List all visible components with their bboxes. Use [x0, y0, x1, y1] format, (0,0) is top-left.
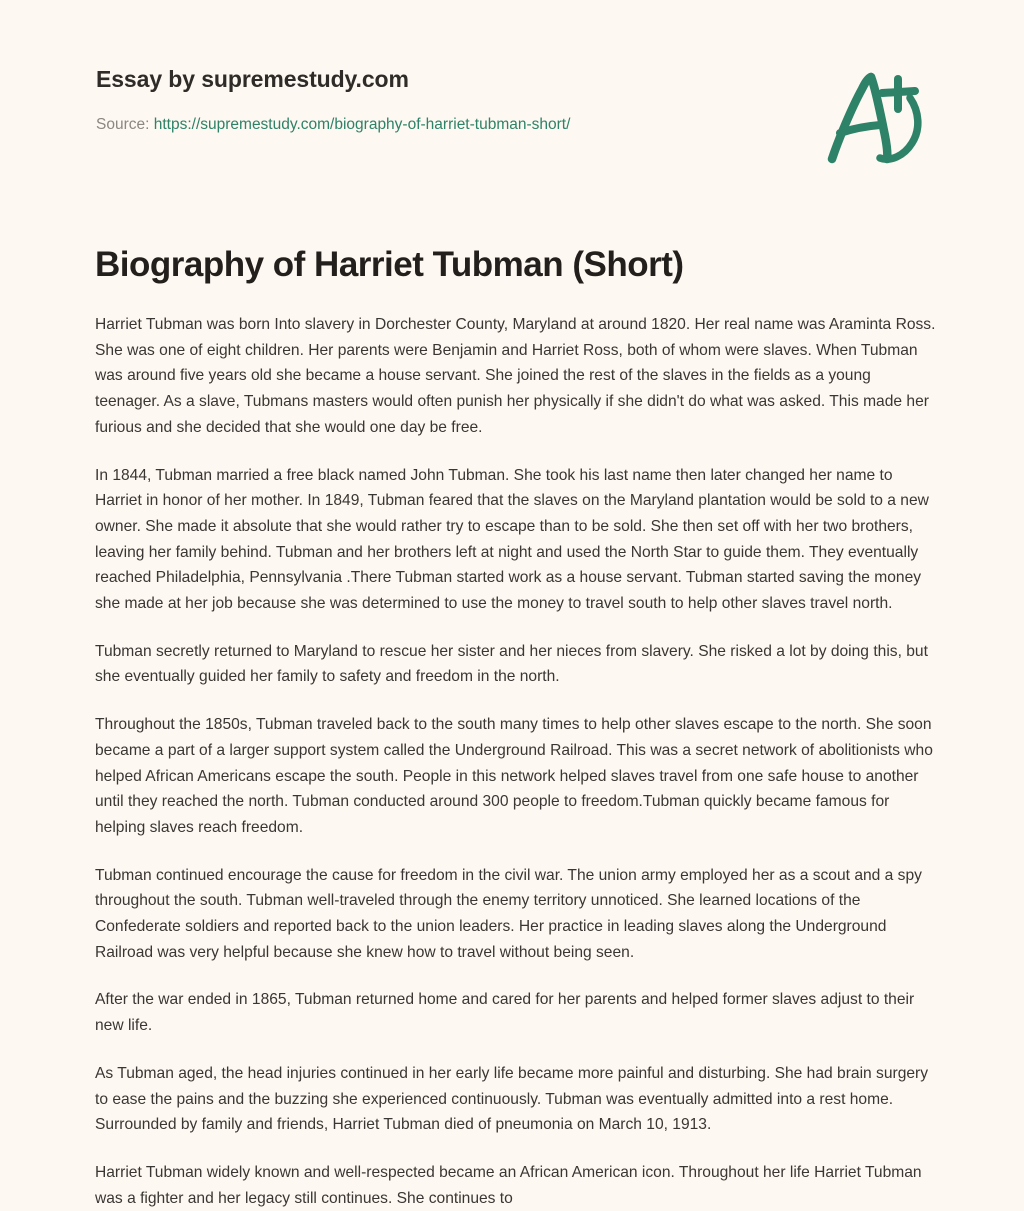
source-line	[96, 94, 796, 135]
paragraph: After the war ended in 1865, Tubman returned home and cared for her parents and helped former slaves adjust to their new life.	[95, 991, 915, 1035]
paragraph: Tubman secretly returned to Maryland to rescue her sister and her nieces from slavery. She risked a lot by doing this, but she eventually guided her family to safety and freedom in the north.	[95, 642, 928, 686]
article-body	[95, 312, 937, 1211]
source-url-link[interactable]: https://supremestudy.com/biography-of-harriet-tubman-short/	[153, 115, 571, 133]
page-title: Biography of Harriet Tubman (Short)	[95, 245, 684, 284]
paragraph: Harriet Tubman was born Into slavery in Dorchester County, Maryland at around 1820. Her real name was Araminta Ross. She was one of eight children. Her parents were Benjamin and Harriet Ross, both of whom were slaves. When Tubman was around five years old she became a house servant. She joined the rest of the slaves in the fields as a young teenager. As a slave, Tubmans masters would often punish her physically if she didn't do what was asked. This made her furious and she decided that she would one day be free.	[95, 316, 936, 436]
source-label: Source:	[96, 115, 150, 133]
paragraph: Tubman continued encourage the cause for freedom in the civil war. The union army employed her as a scout and a spy throughout the south. Tubman well-traveled through the enemy territory unnoticed. She learned locations of the Confederate soldiers and reported back to the union leaders. Her practice in leading slaves along the Underground Railroad was very helpful because she knew how to travel without being seen.	[95, 866, 922, 961]
header-text-block	[96, 66, 796, 135]
paragraph: As Tubman aged, the head injuries continued in her early life became more painful and disturbing. She had brain surgery to ease the pains and the buzzing she experienced continuously. Tubman was eventually admitted into a rest home. Surrounded by family and friends, Harriet Tubman died of pneumonia on March 10, 1913.	[95, 1064, 929, 1134]
essay-attribution: Essay by supremestudy.com	[96, 66, 409, 92]
document-header	[0, 0, 1024, 195]
paragraph: Harriet Tubman widely known and well-respected became an African American icon. Throughout her life Harriet Tubman was a fighter and her legacy still continues. She continues to	[95, 1163, 922, 1207]
paragraph: In 1844, Tubman married a free black named John Tubman. She took his last name then later changed her name to Harriet in honor of her mother. In 1849, Tubman feared that the slaves on the Maryland plantation would be sold to a new owner. She made it absolute that she would rather try to escape than to be sold. She then set off with her two brothers, leaving her family behind. Tubman and her brothers left at night and used the North Star to guide them. They eventually reached Philadelphia, Pennsylvania .There Tubman started work as a house servant. Tubman started saving the money she made at her job because she was determined to use the money to travel south to help other slaves travel north.	[95, 466, 929, 613]
paragraph: Throughout the 1850s, Tubman traveled back to the south many times to help other slaves escape to the north. She soon became a part of a larger support system called the Underground Railroad. This was a secret network of abolitionists who helped African Americans escape the south. People in this network helped slaves travel from one safe house to another until they reached the north. Tubman conducted around 300 people to freedom.Tubman quickly became famous for helping slaves reach freedom.	[95, 716, 933, 836]
a-plus-logo-icon	[818, 63, 938, 169]
